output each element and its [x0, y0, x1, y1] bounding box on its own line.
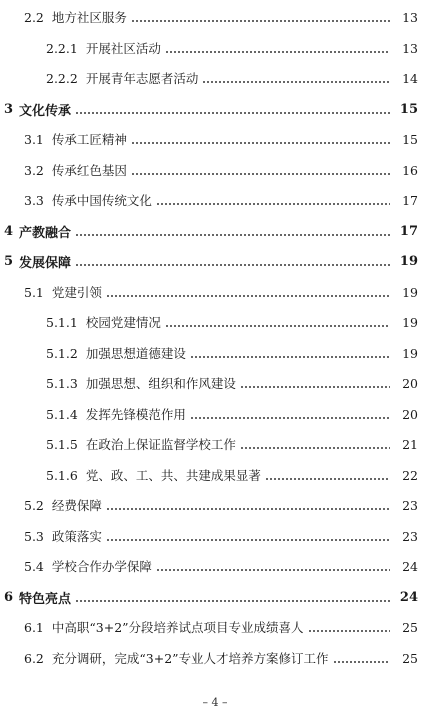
leader-dots: [240, 386, 390, 388]
toc-entry-title: 特色亮点: [19, 591, 72, 607]
leader-dots: [190, 356, 390, 358]
toc-entry-title: 地方社区服务: [51, 10, 127, 25]
toc-entry-title: 加强思想、组织和作风建设: [85, 376, 236, 391]
toc-entry-page: 22: [402, 467, 418, 483]
toc-entry-page: 13: [402, 9, 418, 25]
toc-entry-title: 充分调研，完成“3+2”专业人才培养方案修订工作: [51, 651, 329, 666]
toc-entry-page: 17: [399, 223, 418, 239]
toc-entry[interactable]: [0, 311, 430, 333]
toc-entry-number: 3.3: [24, 192, 44, 208]
toc-entry-page: 25: [402, 650, 418, 666]
leader-dots: [106, 295, 390, 297]
leader-dots: [202, 81, 390, 83]
toc-entry-number: 5.1: [24, 284, 44, 300]
leader-dots: [156, 569, 390, 571]
toc-entry-page: 24: [399, 589, 418, 605]
toc-entry-title: 经费保障: [51, 498, 102, 513]
leader-dots: [265, 478, 390, 480]
toc-entry-page: 16: [402, 162, 418, 178]
toc-entry-number: 5.1.5: [46, 436, 78, 452]
toc-entry[interactable]: [0, 616, 430, 638]
toc-entry[interactable]: [0, 372, 430, 394]
toc-entry-title: 文化传承: [19, 103, 72, 119]
toc-entry[interactable]: [0, 250, 430, 272]
toc-entry-page: 21: [402, 436, 418, 452]
toc-entry-title: 校园党建情况: [85, 315, 161, 330]
leader-dots: [165, 325, 390, 327]
toc-entry[interactable]: [0, 281, 430, 303]
toc-entry-page: 13: [402, 40, 418, 56]
toc-entry-title: 传承工匠精神: [51, 132, 127, 147]
toc-entry-number: 3.2: [24, 162, 44, 178]
toc-entry-number: 5.1.1: [46, 314, 78, 330]
leader-dots: [165, 51, 390, 53]
toc-entry-title: 发挥先锋模范作用: [85, 407, 186, 422]
toc-entry-number: 5.1.2: [46, 345, 78, 361]
toc-entry-number: 6: [4, 589, 14, 605]
leader-dots: [131, 142, 390, 144]
toc-entry[interactable]: [0, 67, 430, 89]
leader-dots: [190, 417, 390, 419]
leader-dots: [131, 20, 390, 22]
toc-entry-title: 开展社区活动: [85, 41, 161, 56]
toc-entry-number: 5.1.4: [46, 406, 78, 422]
toc-entry-number: 6.2: [24, 650, 44, 666]
toc-entry-title: 党建引领: [51, 285, 102, 300]
leader-dots: [75, 600, 390, 602]
toc-entry-number: 6.1: [24, 619, 44, 635]
toc-entry-title: 党、政、工、共、共建成果显著: [85, 468, 261, 483]
toc-entry-title: 开展青年志愿者活动: [85, 71, 199, 86]
toc-entry-number: 3.1: [24, 131, 44, 147]
leader-dots: [333, 661, 390, 663]
toc-entry[interactable]: [0, 6, 430, 28]
toc-entry-number: 5.2: [24, 497, 44, 513]
leader-dots: [156, 203, 390, 205]
leader-dots: [308, 630, 390, 632]
toc-entry-title: 加强思想道德建设: [85, 346, 186, 361]
toc-entry-page: 25: [402, 619, 418, 635]
leader-dots: [75, 264, 390, 266]
toc-entry-title: 在政治上保证监督学校工作: [85, 437, 236, 452]
leader-dots: [75, 112, 390, 114]
toc-entry[interactable]: [0, 37, 430, 59]
toc-entry[interactable]: [0, 464, 430, 486]
toc-entry[interactable]: [0, 647, 430, 669]
toc-entry-number: 2.2: [24, 9, 44, 25]
toc-entry-number: 5.4: [24, 558, 44, 574]
toc-entry-title: 传承红色基因: [51, 163, 127, 178]
toc-entry-number: 2.2.1: [46, 40, 78, 56]
toc-entry-page: 15: [399, 101, 418, 117]
toc-entry[interactable]: [0, 220, 430, 242]
toc-entry-page: 15: [402, 131, 418, 147]
toc-entry[interactable]: [0, 342, 430, 364]
toc-entry[interactable]: [0, 403, 430, 425]
toc-entry[interactable]: [0, 433, 430, 455]
toc-entry-page: 14: [402, 70, 418, 86]
toc-entry-title: 发展保障: [19, 255, 72, 271]
toc-entry[interactable]: [0, 189, 430, 211]
toc-entry-page: 19: [402, 345, 418, 361]
toc-entry[interactable]: [0, 555, 430, 577]
leader-dots: [75, 234, 390, 236]
toc-entry-page: 20: [402, 375, 418, 391]
toc-entry-number: 5.3: [24, 528, 44, 544]
toc-entry-page: 20: [402, 406, 418, 422]
page-number-footer: – 4 –: [202, 696, 228, 709]
toc-entry-title: 产教融合: [19, 225, 72, 241]
toc-entry-page: 17: [402, 192, 418, 208]
leader-dots: [131, 173, 390, 175]
toc-entry-page: 23: [402, 497, 418, 513]
leader-dots: [106, 508, 390, 510]
toc-entry-page: 19: [399, 253, 418, 269]
toc-entry-title: 传承中国传统文化: [51, 193, 152, 208]
toc-entry-page: 19: [402, 284, 418, 300]
toc-entry-page: 19: [402, 314, 418, 330]
toc-entry[interactable]: [0, 525, 430, 547]
toc-entry-page: 24: [402, 558, 418, 574]
toc-entry-number: 5: [4, 253, 14, 269]
toc-entry-title: 中高职“3+2”分段培养试点项目专业成绩喜人: [51, 620, 304, 635]
toc-entry-number: 5.1.6: [46, 467, 78, 483]
toc-entry[interactable]: [0, 494, 430, 516]
toc-entry-title: 政策落实: [51, 529, 102, 544]
toc-entry[interactable]: [0, 128, 430, 150]
toc-entry-number: 5.1.3: [46, 375, 78, 391]
toc-entry[interactable]: [0, 159, 430, 181]
leader-dots: [106, 539, 390, 541]
toc-entry-title: 学校合作办学保障: [51, 559, 152, 574]
toc-entry-number: 4: [4, 223, 14, 239]
toc-entry-number: 2.2.2: [46, 70, 78, 86]
leader-dots: [240, 447, 390, 449]
toc-entry[interactable]: [0, 98, 430, 120]
toc-entry[interactable]: [0, 586, 430, 608]
toc-entry-page: 23: [402, 528, 418, 544]
toc-entry-number: 3: [4, 101, 14, 117]
